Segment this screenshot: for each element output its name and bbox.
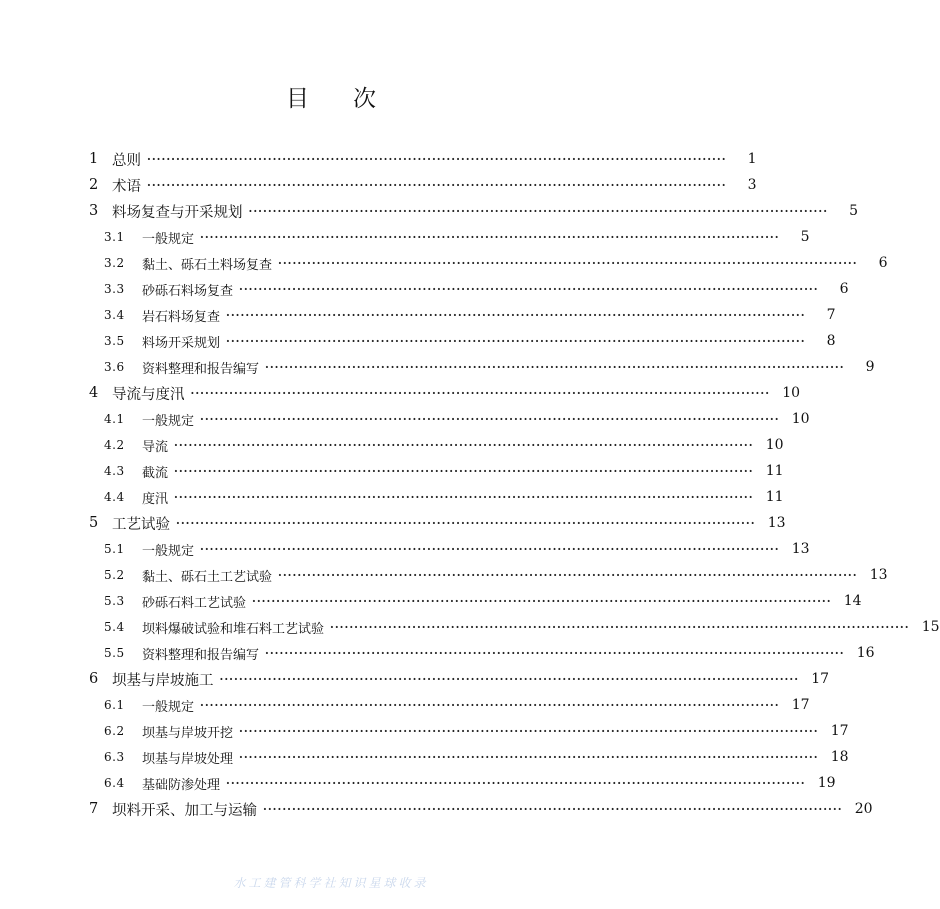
toc-entry-page: 18 bbox=[830, 749, 849, 765]
toc-leader-dots: ························································································································ bbox=[174, 438, 754, 452]
toc-entry-label: 截流 bbox=[142, 465, 169, 481]
toc-leader-dots: ························································································································ bbox=[190, 386, 771, 400]
toc-entry-number: 4.2 bbox=[104, 438, 125, 452]
toc-entry-page: 5 bbox=[800, 229, 810, 245]
toc-entry-page: 6 bbox=[878, 255, 888, 271]
toc-entry-page: 10 bbox=[765, 437, 784, 453]
toc-entry-page: 19 bbox=[817, 775, 836, 791]
toc-entry-number: 5 bbox=[89, 515, 99, 531]
toc-entry-page: 14 bbox=[843, 593, 862, 609]
toc-entry-label: 料场复查与开采规划 bbox=[112, 204, 243, 221]
toc-entry bbox=[0, 328, 836, 354]
toc-entry bbox=[0, 588, 862, 614]
toc-leader-dots: ························································································································ bbox=[265, 646, 845, 660]
toc-entry bbox=[0, 458, 784, 484]
toc-entry-number: 3.6 bbox=[104, 360, 125, 374]
toc-entry bbox=[0, 484, 784, 510]
toc-leader-dots: ························································································································ bbox=[226, 334, 806, 348]
toc-leader-dots: ························································································································ bbox=[176, 516, 756, 530]
toc-leader-dots: ························································································································ bbox=[226, 776, 806, 790]
toc-entry-number: 6.3 bbox=[104, 750, 125, 764]
toc-entry-page: 7 bbox=[826, 307, 836, 323]
toc-entry bbox=[0, 224, 810, 250]
toc-leader-dots: ························································································································ bbox=[252, 594, 832, 608]
toc-entry-label: 一般规定 bbox=[142, 231, 195, 247]
toc-entry-number: 5.3 bbox=[104, 594, 125, 608]
toc-leader-dots: ························································································································ bbox=[200, 230, 780, 244]
toc-entry bbox=[0, 718, 849, 744]
toc-entry-number: 3 bbox=[89, 203, 99, 219]
toc-entry-number: 4.1 bbox=[104, 412, 125, 426]
toc-entry-page: 20 bbox=[854, 801, 873, 817]
toc-leader-dots: ························································································································ bbox=[219, 672, 800, 686]
toc-entry-number: 6.4 bbox=[104, 776, 125, 790]
page-title bbox=[0, 80, 662, 113]
toc-entry-page: 11 bbox=[765, 463, 784, 479]
toc-entry-number: 3.3 bbox=[104, 282, 125, 296]
toc-entry bbox=[0, 380, 801, 406]
toc-leader-dots: ························································································································ bbox=[265, 360, 845, 374]
toc-entry-number: 6.2 bbox=[104, 724, 125, 738]
toc-leader-dots: ························································································································ bbox=[174, 464, 754, 478]
toc-entry bbox=[0, 666, 830, 692]
toc-entry-page: 1 bbox=[747, 151, 757, 167]
toc-entry bbox=[0, 692, 810, 718]
toc-entry-label: 岩石料场复查 bbox=[142, 309, 221, 325]
toc-leader-dots: ························································································································ bbox=[200, 412, 780, 426]
toc-entry bbox=[0, 432, 784, 458]
toc-entry-label: 砂砾石料场复查 bbox=[142, 283, 234, 299]
toc-entry bbox=[0, 276, 849, 302]
toc-entry-page: 17 bbox=[830, 723, 849, 739]
toc-entry-number: 3.1 bbox=[104, 230, 125, 244]
toc-entry-page: 10 bbox=[791, 411, 810, 427]
toc-entry-page: 13 bbox=[767, 515, 786, 531]
toc-entry-label: 总则 bbox=[112, 152, 141, 169]
toc-entry-label: 坝基与岸坡开挖 bbox=[142, 725, 234, 741]
toc-entry-page: 13 bbox=[791, 541, 810, 557]
toc-entry-label: 资料整理和报告编写 bbox=[142, 361, 260, 377]
toc-entry bbox=[0, 770, 836, 796]
title-char-1: 目 bbox=[286, 86, 309, 112]
toc-entry bbox=[0, 614, 940, 640]
toc-leader-dots: ························································································································ bbox=[278, 568, 858, 582]
toc-entry-number: 5.1 bbox=[104, 542, 125, 556]
toc-entry-label: 一般规定 bbox=[142, 413, 195, 429]
toc-entry bbox=[0, 562, 888, 588]
toc-leader-dots: ························································································································ bbox=[330, 620, 910, 634]
toc-entry-label: 黏土、砾石土料场复查 bbox=[142, 257, 273, 273]
toc-entry-label: 导流与度汛 bbox=[112, 386, 185, 403]
toc-entry-number: 4 bbox=[89, 385, 99, 401]
toc-entry-label: 坝料爆破试验和堆石料工艺试验 bbox=[142, 621, 325, 637]
toc-entry-number: 3.4 bbox=[104, 308, 125, 322]
toc-entry-page: 6 bbox=[839, 281, 849, 297]
toc-entry-label: 砂砾石料工艺试验 bbox=[142, 595, 247, 611]
toc-entry bbox=[0, 744, 849, 770]
toc-entry-page: 5 bbox=[849, 203, 859, 219]
toc-entry-label: 料场开采规划 bbox=[142, 335, 221, 351]
toc-entry-page: 10 bbox=[782, 385, 801, 401]
toc-entry-label: 坝料开采、加工与运输 bbox=[112, 802, 257, 819]
toc-entry-page: 11 bbox=[765, 489, 784, 505]
toc-leader-dots: ························································································································ bbox=[248, 204, 829, 218]
toc-entry-number: 1 bbox=[89, 151, 99, 167]
toc-entry-page: 17 bbox=[791, 697, 810, 713]
toc-leader-dots: ························································································································ bbox=[147, 178, 727, 192]
toc-leader-dots: ························································································································ bbox=[200, 542, 780, 556]
toc-entry-number: 5.2 bbox=[104, 568, 125, 582]
toc-leader-dots: ························································································································ bbox=[174, 490, 754, 504]
toc-entry-label: 一般规定 bbox=[142, 543, 195, 559]
toc-entry bbox=[0, 796, 873, 822]
toc-entry-number: 3.5 bbox=[104, 334, 125, 348]
toc-entry-page: 9 bbox=[865, 359, 875, 375]
toc-entry-number: 7 bbox=[89, 801, 99, 817]
toc-entry bbox=[0, 640, 875, 666]
toc-entry-label: 坝基与岸坡处理 bbox=[142, 751, 234, 767]
toc-leader-dots: ························································································································ bbox=[263, 802, 843, 816]
title-char-2: 次 bbox=[353, 86, 376, 112]
toc-entry-page: 15 bbox=[921, 619, 940, 635]
toc-entry bbox=[0, 250, 888, 276]
toc-entry-page: 13 bbox=[869, 567, 888, 583]
toc-entry-number: 5.5 bbox=[104, 646, 125, 660]
toc-entry-label: 度汛 bbox=[142, 491, 169, 507]
toc-entry bbox=[0, 354, 875, 380]
toc-entry-label: 基础防渗处理 bbox=[142, 777, 221, 793]
toc-leader-dots: ························································································································ bbox=[239, 724, 819, 738]
toc-entry-label: 术语 bbox=[112, 178, 141, 195]
toc-entry bbox=[0, 172, 757, 198]
toc-entry bbox=[0, 510, 786, 536]
toc-entry-label: 工艺试验 bbox=[112, 516, 170, 533]
toc-entry-number: 6 bbox=[89, 671, 99, 687]
toc-entry-label: 坝基与岸坡施工 bbox=[112, 672, 214, 689]
toc-leader-dots: ························································································································ bbox=[278, 256, 858, 270]
toc-leader-dots: ························································································································ bbox=[147, 152, 727, 166]
toc-leader-dots: ························································································································ bbox=[239, 282, 819, 296]
toc-entry-label: 导流 bbox=[142, 439, 169, 455]
toc-entry-number: 5.4 bbox=[104, 620, 125, 634]
toc-entry bbox=[0, 198, 859, 224]
toc-entry-number: 4.3 bbox=[104, 464, 125, 478]
toc-entry-label: 资料整理和报告编写 bbox=[142, 647, 260, 663]
toc-leader-dots: ························································································································ bbox=[200, 698, 780, 712]
toc-entry bbox=[0, 536, 810, 562]
toc-leader-dots: ························································································································ bbox=[239, 750, 819, 764]
toc-entry bbox=[0, 406, 810, 432]
toc-entry-number: 3.2 bbox=[104, 256, 125, 270]
toc-entry-page: 17 bbox=[811, 671, 830, 687]
toc-entry bbox=[0, 146, 757, 172]
toc-leader-dots: ························································································································ bbox=[226, 308, 806, 322]
toc-entry-number: 4.4 bbox=[104, 490, 125, 504]
watermark: 水工建管科学社知识星球收录 bbox=[233, 876, 429, 890]
toc-entry-page: 3 bbox=[747, 177, 757, 193]
toc-entry-label: 一般规定 bbox=[142, 699, 195, 715]
toc-entry-label: 黏土、砾石土工艺试验 bbox=[142, 569, 273, 585]
toc-entry-page: 16 bbox=[856, 645, 875, 661]
toc-entry-number: 6.1 bbox=[104, 698, 125, 712]
toc-entry bbox=[0, 302, 836, 328]
toc-entry-page: 8 bbox=[826, 333, 836, 349]
toc-entry-number: 2 bbox=[89, 177, 99, 193]
